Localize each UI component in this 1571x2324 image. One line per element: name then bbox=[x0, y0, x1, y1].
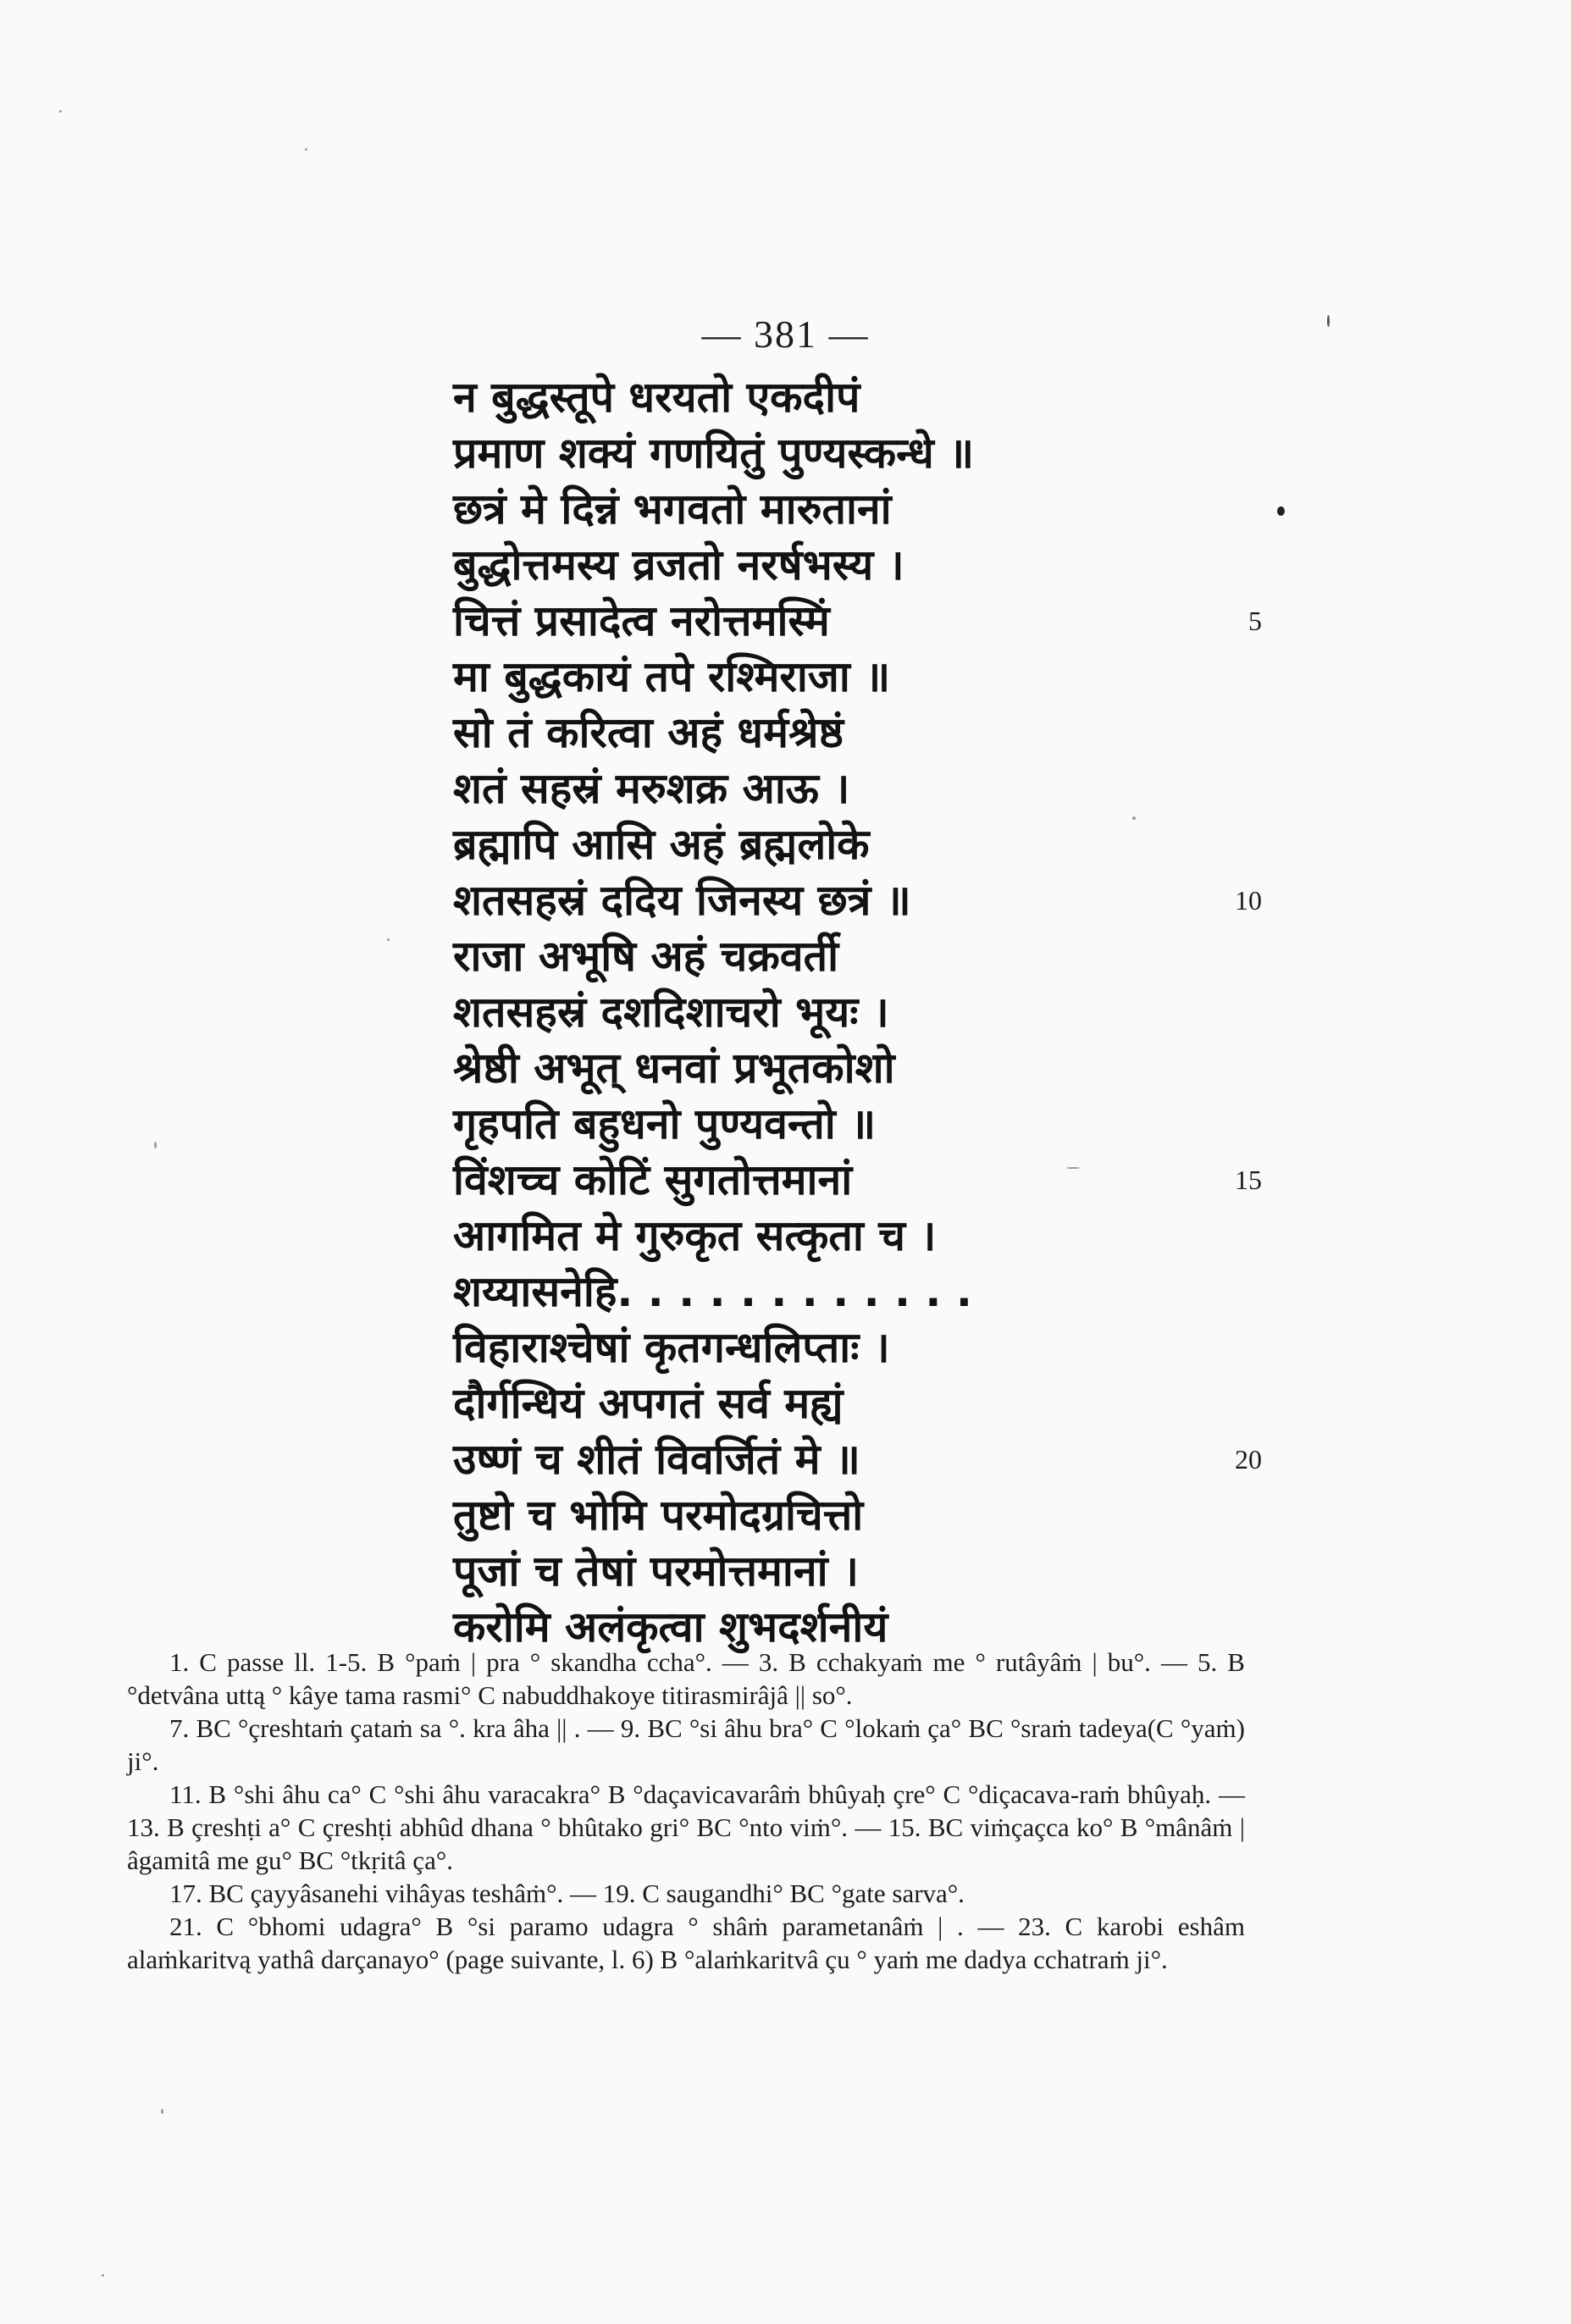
verse-line: शतसहस्रं ददिय जिनस्य छत्रं ॥ bbox=[453, 876, 911, 925]
footnote: 1. C passe ll. 1-5. B °paṁ | pra ° skandha ccha°. — 3. B cchakyaṁ me ° rutâyâṁ | bu°. — 5. B °detvâna uttą ° kâye tama rasmi° C nabuddhakoye titirasmirâjâ || so°. bbox=[127, 1647, 1245, 1710]
line-number: 10 bbox=[1235, 885, 1262, 916]
line-number: 5 bbox=[1248, 606, 1262, 636]
verse-line: आगमित मे गुरुकृत सत्कृता च । bbox=[453, 1211, 937, 1260]
verse-line: विंशच्च कोटिं सुगतोत्तमानां bbox=[453, 1155, 853, 1204]
scan-speck bbox=[1327, 315, 1330, 327]
verse-line: बुद्धोत्तमस्य व्रजतो नरर्षभस्य । bbox=[453, 540, 904, 589]
footnote: 17. BC çayyâsanehi vihâyas teshâṁ°. — 19. C saugandhi° BC °gate sarva°. bbox=[169, 1879, 965, 1908]
scan-speck bbox=[161, 2109, 163, 2114]
line-number: 20 bbox=[1235, 1444, 1262, 1475]
verse-line: चित्तं प्रसादेत्व नरोत्तमस्मिं bbox=[453, 596, 830, 645]
scan-speck bbox=[1066, 1167, 1080, 1169]
scan-speck bbox=[59, 110, 62, 113]
scan-speck bbox=[102, 2274, 104, 2277]
page-number: — 381 — bbox=[701, 313, 870, 356]
verse-line: श्रेष्ठी अभूत् धनवां प्रभूतकोशो bbox=[453, 1043, 895, 1093]
verse-line: विहाराश्चेषां कृतगन्धलिप्ताः । bbox=[453, 1323, 890, 1372]
verse-line: शय्यासनेहि. . . . . . . . . . . . bbox=[453, 1267, 972, 1316]
scan-speck bbox=[305, 148, 307, 151]
footnote: 11. B °shi âhu ca° C °shi âhu varacakra° B °daçavicavarâṁ bhûyaḥ çre° C °diçacava-raṁ bhûyaḥ. — 13. B çreshṭi a° C çreshṭi abhûd dhana ° bhûtako gri° BC °nto viṁ°. — 15. BC viṁçaçca ko° B °mânâṁ | âgamitâ me gu° BC °tkṛitâ ça°. bbox=[127, 1779, 1245, 1875]
verse-line: मा बुद्धकायं तपे रश्मिराजा ॥ bbox=[453, 652, 891, 701]
verse-line: पूजां च तेषां परमोत्तमानां । bbox=[453, 1547, 859, 1596]
footnote: 21. C °bhomi udagra° B °si paramo udagra ° shâṁ parametanâṁ | . — 23. C karobi eshâm alaṁkaritvą yathâ darçanayo° (page suivante, l. 6) B °alaṁkaritvâ çu ° yaṁ me dadya cchatraṁ ji°. bbox=[127, 1912, 1245, 1974]
verse-line: करोमि अलंकृत्वा शुभदर्शनीयं bbox=[453, 1602, 888, 1652]
verse-line: शतसहस्रं दशदिशाचरो भूयः । bbox=[453, 988, 889, 1037]
footnotes bbox=[127, 1646, 1245, 1976]
scan-speck bbox=[1132, 816, 1136, 820]
scan-speck bbox=[154, 1142, 157, 1148]
verse-line: ब्रह्मापि आसि अहं ब्रह्मलोके bbox=[453, 820, 870, 869]
verse-line: प्रमाण शक्यं गणयितुं पुण्यस्कन्धे ॥ bbox=[453, 429, 975, 478]
verse-line: छत्रं मे दिन्नं भगवतो मारुतानां bbox=[453, 484, 892, 534]
verse-line: दौर्गन्धियं अपगतं सर्व मह्यं bbox=[453, 1379, 844, 1428]
scan-speck bbox=[1277, 506, 1285, 516]
verse-line: तुष्टो च भोमि परमोदग्रचित्तो bbox=[453, 1491, 864, 1540]
footnote: 7. BC °çreshtaṁ çataṁ sa °. kra âha || . — 9. BC °si âhu bra° C °lokaṁ ça° BC °sraṁ tadeya(C °yaṁ) ji°. bbox=[127, 1713, 1245, 1776]
verse-line: सो तं करित्वा अहं धर्मश्रेष्ठं bbox=[453, 708, 844, 757]
verse-line: राजा अभूषि अहं चक्रवर्ती bbox=[453, 932, 839, 981]
verse-line: गृहपति बहुधनो पुण्यवन्तो ॥ bbox=[453, 1099, 877, 1148]
scan-speck bbox=[387, 938, 390, 941]
verse-line: न बुद्धस्तूपे धरयतो एकदीपं bbox=[453, 373, 860, 422]
line-number: 15 bbox=[1235, 1165, 1262, 1195]
verse-line: शतं सहस्रं मरुशक्र आऊ । bbox=[453, 764, 850, 813]
verse-line: उष्णं च शीतं विवर्जितं मे ॥ bbox=[453, 1435, 860, 1484]
